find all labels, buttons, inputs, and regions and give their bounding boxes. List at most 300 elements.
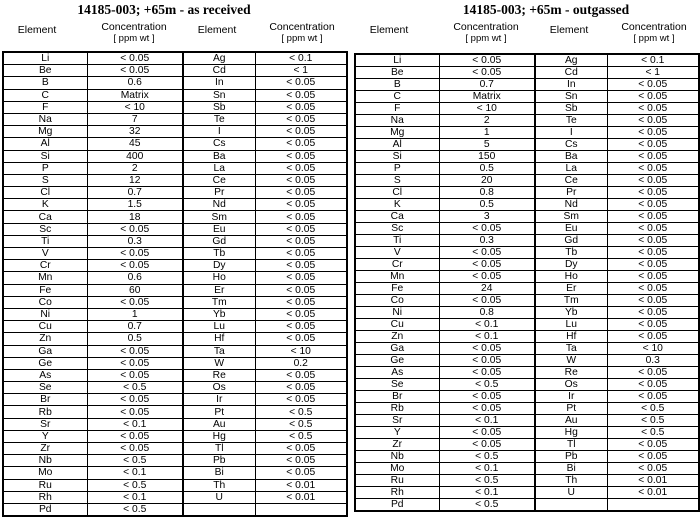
element-cell: Al [3,138,87,150]
element-cell: Nd [535,199,607,211]
element-cell: Hf [183,333,255,345]
concentration-cell: < 0.05 [87,296,183,308]
element-cell: K [355,199,439,211]
concentration-cell: < 0.05 [607,271,699,283]
concentration-cell: < 0.5 [255,430,347,442]
element-cell: Re [535,367,607,379]
concentration-cell: 3 [439,211,535,223]
concentration-cell: < 10 [87,101,183,113]
concentration-cell: < 0.05 [255,162,347,174]
concentration-cell: < 0.05 [607,199,699,211]
table-row [355,427,699,439]
element-cell: Fe [3,284,87,296]
element-cell: Ce [183,174,255,186]
concentration-cell: < 0.1 [439,463,535,475]
panel-outgassed [354,0,698,512]
element-cell: Tb [183,248,255,260]
header-unit: [ ppm wt ] [465,33,507,44]
table-row [355,355,699,367]
concentration-cell: < 0.05 [255,138,347,150]
concentration-cell: < 0.05 [87,65,183,77]
element-cell: Ir [183,394,255,406]
table-row [355,115,699,127]
concentration-cell: < 0.1 [87,418,183,430]
element-cell: Mo [355,463,439,475]
table-row [3,394,347,406]
concentration-cell: < 0.5 [87,479,183,491]
table-row [3,235,347,247]
element-cell: Sr [355,415,439,427]
element-cell: Sm [183,211,255,223]
concentration-cell: 0.3 [87,235,183,247]
element-cell: Ta [535,343,607,355]
concentration-cell: 0.5 [439,163,535,175]
element-cell: Cs [183,138,255,150]
concentration-cell: < 0.5 [439,451,535,463]
concentration-cell: < 0.05 [255,89,347,101]
concentration-cell: < 0.05 [255,467,347,479]
element-cell: Nb [355,451,439,463]
concentration-cell: < 0.5 [607,415,699,427]
concentration-cell: < 0.05 [607,259,699,271]
element-cell: Ni [355,307,439,319]
element-cell: Se [3,382,87,394]
table-row [3,77,347,89]
element-cell: I [183,126,255,138]
element-cell: La [183,162,255,174]
concentration-cell: < 0.5 [607,427,699,439]
concentration-cell: < 0.05 [255,284,347,296]
element-cell: C [3,89,87,101]
panel-title: 14185-003; +65m - outgassed [462,2,630,17]
concentration-cell: < 0.05 [439,67,535,79]
table-row [355,379,699,391]
element-cell: Mg [355,127,439,139]
element-cell: Ce [535,175,607,187]
concentration-cell: 45 [87,138,183,150]
concentration-cell: 32 [87,126,183,138]
concentration-cell: < 0.05 [607,247,699,259]
concentration-cell: < 0.05 [255,235,347,247]
table-row [355,403,699,415]
element-cell: Ru [355,475,439,487]
concentration-cell: < 0.05 [607,139,699,151]
element-cell: Cd [183,65,255,77]
table-row [355,391,699,403]
concentration-cell: < 0.1 [439,415,535,427]
concentration-cell: < 0.01 [607,475,699,487]
concentration-cell: 1 [439,127,535,139]
element-cell: Co [355,295,439,307]
concentration-cell: < 10 [439,103,535,115]
element-cell: Gd [535,235,607,247]
element-cell: Ag [183,52,255,65]
element-cell: Ta [183,345,255,357]
table-row [355,259,699,271]
table-row [3,187,347,199]
element-cell: I [535,127,607,139]
concentration-cell: < 0.05 [87,406,183,418]
concentration-cell: < 0.5 [87,503,183,516]
table-row [3,174,347,186]
table-row [3,357,347,369]
element-cell: Ga [3,345,87,357]
concentration-cell: < 0.05 [439,259,535,271]
element-cell: Pb [535,451,607,463]
concentration-cell: < 0.05 [439,355,535,367]
header-concentration [254,22,350,44]
table-row [355,163,699,175]
concentration-cell: < 0.1 [439,319,535,331]
concentration-cell: 0.5 [439,199,535,211]
element-cell: Zn [355,331,439,343]
element-cell: As [3,369,87,381]
element-cell: Li [355,54,439,67]
concentration-cell: 150 [439,151,535,163]
element-cell: Cr [355,259,439,271]
element-cell: Sn [183,89,255,101]
element-cell: Re [183,369,255,381]
table-row [3,491,347,503]
element-cell: Zn [3,333,87,345]
panel-title: 14185-003; +65m - as received [77,2,251,17]
element-cell: Na [3,113,87,125]
concentration-cell: 1 [87,308,183,320]
table-row [355,283,699,295]
element-cell: Bi [183,467,255,479]
concentration-cell: < 0.05 [255,382,347,394]
concentration-cell: < 0.05 [255,174,347,186]
element-cell: Ba [535,151,607,163]
concentration-cell: < 0.05 [607,187,699,199]
element-cell: Rh [3,491,87,503]
concentration-cell: < 0.05 [607,163,699,175]
element-cell: Br [355,391,439,403]
concentration-cell: 0.3 [607,355,699,367]
table-row [355,307,699,319]
element-cell: Bi [535,463,607,475]
concentration-cell: 0.7 [87,321,183,333]
element-cell: Th [535,475,607,487]
element-cell: Si [3,150,87,162]
element-cell: Rb [355,403,439,415]
table-row [355,151,699,163]
concentration-cell: 2 [87,162,183,174]
element-cell: Au [535,415,607,427]
table-row [355,295,699,307]
table-row [3,333,347,345]
table-row [355,199,699,211]
table-row [355,187,699,199]
concentration-cell: 24 [439,283,535,295]
element-cell: F [3,101,87,113]
element-cell: Zr [3,443,87,455]
element-cell: Sm [535,211,607,223]
element-cell: Se [355,379,439,391]
element-cell: Cr [3,260,87,272]
concentration-table [2,51,348,517]
element-cell: P [355,163,439,175]
concentration-cell: < 0.05 [607,115,699,127]
table-row [355,211,699,223]
element-cell: B [3,77,87,89]
concentration-cell: < 0.05 [607,211,699,223]
element-cell: Co [3,296,87,308]
table-row [355,463,699,475]
element-cell: Te [183,113,255,125]
table-row [3,345,347,357]
element-cell: Rh [355,487,439,499]
element-cell: Pt [535,403,607,415]
table-row [3,52,347,65]
element-cell: Na [355,115,439,127]
element-cell: Hf [535,331,607,343]
element-cell: P [3,162,87,174]
table-row [355,223,699,235]
element-cell: Li [3,52,87,65]
table-row [3,138,347,150]
element-cell: Y [3,430,87,442]
concentration-cell: < 0.05 [607,451,699,463]
concentration-cell: 1.5 [87,199,183,211]
table-row [355,475,699,487]
concentration-cell: < 0.05 [607,331,699,343]
concentration-cell: < 0.05 [439,54,535,67]
header-unit: [ ppm wt ] [113,33,155,44]
element-cell: U [183,491,255,503]
element-cell: Ba [183,150,255,162]
element-cell: Sb [183,101,255,113]
concentration-cell: < 0.05 [607,175,699,187]
concentration-cell: < 0.05 [255,248,347,260]
header-concentration [86,22,182,44]
table-row [3,113,347,125]
table-row [3,467,347,479]
concentration-cell: < 0.5 [87,382,183,394]
table-row [3,321,347,333]
table-row [355,67,699,79]
concentration-cell: < 0.05 [439,295,535,307]
element-cell: Sc [355,223,439,235]
element-cell: Lu [535,319,607,331]
concentration-cell: < 0.05 [439,439,535,451]
header-element: Element [549,24,589,36]
concentration-cell: < 0.05 [439,343,535,355]
concentration-cell: < 0.05 [255,77,347,89]
element-cell: Ag [535,54,607,67]
element-cell: F [355,103,439,115]
concentration-cell: < 0.05 [439,367,535,379]
concentration-cell: < 1 [255,65,347,77]
concentration-cell: < 0.05 [255,211,347,223]
table-row [3,296,347,308]
element-cell: Er [535,283,607,295]
table-row [3,455,347,467]
column-headers [2,20,346,51]
element-cell: Sn [535,91,607,103]
table-row [3,308,347,320]
panel-as-received [2,0,346,517]
element-cell: La [535,163,607,175]
concentration-cell: < 0.05 [255,126,347,138]
element-cell: Hg [535,427,607,439]
element-cell: Yb [535,307,607,319]
element-cell: Nd [183,199,255,211]
table-row [355,139,699,151]
table-row [355,499,699,512]
element-cell: Mn [355,271,439,283]
element-cell: Ca [355,211,439,223]
concentration-cell: < 0.05 [255,223,347,235]
element-cell: Pr [183,187,255,199]
concentration-cell: < 0.05 [607,127,699,139]
table-row [3,199,347,211]
element-cell: Ga [355,343,439,355]
element-cell [183,503,255,516]
header-unit: [ ppm wt ] [633,33,675,44]
element-cell: U [535,487,607,499]
concentration-cell: 0.7 [87,187,183,199]
table-row [3,406,347,418]
concentration-cell: < 0.05 [439,223,535,235]
element-cell: Eu [183,223,255,235]
concentration-cell [607,499,699,512]
table-row [355,175,699,187]
element-cell: Nb [3,455,87,467]
element-cell: S [3,174,87,186]
header-concentration-label: Concentration [101,21,167,33]
element-cell: Ti [355,235,439,247]
element-cell: Dy [535,259,607,271]
concentration-cell: < 0.05 [607,319,699,331]
element-cell: Pr [535,187,607,199]
table-row [355,415,699,427]
concentration-cell: 18 [87,211,183,223]
concentration-cell: < 0.05 [607,91,699,103]
concentration-cell: < 10 [607,343,699,355]
concentration-cell: < 0.05 [607,283,699,295]
element-cell: Ru [3,479,87,491]
concentration-cell: 60 [87,284,183,296]
element-cell: Ti [3,235,87,247]
concentration-cell: < 0.5 [439,499,535,512]
table-row [355,79,699,91]
header-unit: [ ppm wt ] [281,33,323,44]
concentration-cell: < 0.05 [439,391,535,403]
element-cell: Os [183,382,255,394]
concentration-cell: Matrix [87,89,183,101]
element-cell: Cu [355,319,439,331]
concentration-cell: < 0.05 [255,272,347,284]
element-cell: In [535,79,607,91]
concentration-cell: 0.3 [439,235,535,247]
concentration-cell: < 0.05 [87,369,183,381]
concentration-cell: < 0.1 [607,54,699,67]
element-cell: Be [3,65,87,77]
element-cell: Rb [3,406,87,418]
element-cell: Mo [3,467,87,479]
concentration-cell: < 0.05 [439,247,535,259]
table-row [3,260,347,272]
concentration-cell: < 0.05 [439,427,535,439]
header-element: Element [197,24,237,36]
concentration-cell: < 0.05 [607,151,699,163]
element-cell: As [355,367,439,379]
element-cell: Y [355,427,439,439]
concentration-cell: 20 [439,175,535,187]
element-cell: Sb [535,103,607,115]
concentration-cell: < 0.05 [607,463,699,475]
concentration-cell: < 0.05 [87,430,183,442]
table-row [3,503,347,516]
concentration-cell: < 0.05 [607,439,699,451]
element-cell: Tm [535,295,607,307]
concentration-cell: < 0.05 [255,113,347,125]
element-cell: Zr [355,439,439,451]
concentration-cell: 0.6 [87,77,183,89]
table-row [3,162,347,174]
concentration-cell: < 0.05 [255,443,347,455]
element-cell: Sc [3,223,87,235]
concentration-cell: < 0.05 [87,345,183,357]
concentration-cell: 0.6 [87,272,183,284]
concentration-cell: < 0.05 [255,101,347,113]
table-row [355,487,699,499]
concentration-cell: < 0.05 [607,391,699,403]
table-row [355,319,699,331]
concentration-cell: 400 [87,150,183,162]
header-concentration-label: Concentration [453,21,519,33]
table-row [355,343,699,355]
concentration-cell: 0.2 [255,357,347,369]
concentration-cell: 5 [439,139,535,151]
concentration-cell: < 0.05 [607,79,699,91]
element-cell: Pd [355,499,439,512]
concentration-cell: < 0.05 [87,260,183,272]
concentration-cell: < 0.1 [87,491,183,503]
table-row [3,443,347,455]
element-cell: Tl [183,443,255,455]
element-cell: Lu [183,321,255,333]
table-row [3,272,347,284]
element-cell: Th [183,479,255,491]
concentration-cell: < 0.05 [87,52,183,65]
table-row [3,479,347,491]
concentration-cell: < 0.5 [87,455,183,467]
concentration-cell: < 0.05 [439,403,535,415]
table-row [355,367,699,379]
table-row [3,211,347,223]
element-cell: Cd [535,67,607,79]
element-cell: V [3,248,87,260]
concentration-cell: < 0.05 [255,455,347,467]
element-cell: Os [535,379,607,391]
concentration-cell: 0.8 [439,307,535,319]
element-cell: Mg [3,126,87,138]
table-row [355,235,699,247]
element-cell: Yb [183,308,255,320]
element-cell: Si [355,151,439,163]
concentration-cell [255,503,347,516]
concentration-cell: < 0.5 [255,406,347,418]
element-cell: Ho [183,272,255,284]
table-row [3,89,347,101]
header-element: Element [369,24,409,36]
concentration-cell: < 0.05 [87,443,183,455]
element-cell: W [535,355,607,367]
concentration-cell: < 0.05 [439,271,535,283]
concentration-cell: < 0.05 [607,295,699,307]
